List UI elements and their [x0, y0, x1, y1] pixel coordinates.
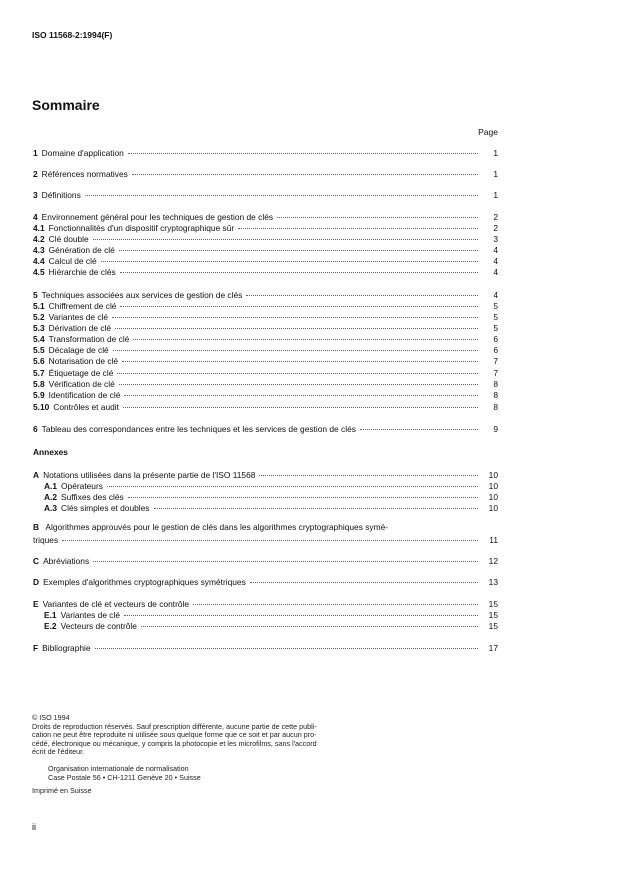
- leader-dots: [120, 272, 478, 273]
- toc-entry-4-3: [33, 245, 498, 255]
- annex-entry-e: [33, 599, 498, 609]
- toc-page: 6: [493, 334, 498, 344]
- toc-label: Domaine d'application: [41, 148, 124, 158]
- annex-entry-e1: [44, 610, 498, 620]
- toc-entry-5-1: [33, 301, 498, 311]
- annex-entry-b-line1: [33, 522, 493, 532]
- toc-page: 1: [493, 190, 498, 200]
- rights-line: cédé, électronique ou mécanique, y compris la photocopie et les microfilms, sans l'accord: [32, 738, 317, 748]
- toc-num: 5.8: [33, 379, 45, 389]
- toc-page: 5: [493, 301, 498, 311]
- toc-page: 1: [493, 148, 498, 158]
- leader-dots: [124, 395, 478, 396]
- leader-dots: [141, 626, 478, 627]
- toc-page: 9: [493, 424, 498, 434]
- toc-label: Identification de clé: [48, 390, 121, 400]
- leader-dots: [154, 508, 479, 509]
- toc-entry-5-5: [33, 345, 498, 355]
- leader-dots: [122, 361, 478, 362]
- leader-dots: [360, 429, 478, 430]
- leader-dots: [113, 350, 478, 351]
- leader-dots: [107, 486, 478, 487]
- toc-entry-4: [33, 212, 498, 222]
- annex-page: 10: [488, 492, 498, 502]
- org-name: Organisation internationale de normalisation: [48, 764, 189, 773]
- toc-label: Définitions: [41, 190, 81, 200]
- toc-page: 5: [493, 323, 498, 333]
- toc-num: 4.5: [33, 267, 45, 277]
- toc-num: 3: [33, 190, 38, 200]
- annex-label: Bibliographie: [42, 643, 91, 653]
- annex-entry-a3: [44, 503, 498, 513]
- toc-page: 4: [493, 267, 498, 277]
- toc-num: 1: [33, 148, 38, 158]
- annex-page: 15: [488, 599, 498, 609]
- rights-line: cation ne peut être reproduite ni utilisée sous quelque forme que ce soit et par aucun pro-: [32, 730, 317, 740]
- org-address: Case Postale 56 • CH-1211 Genève 20 • Suisse: [48, 772, 201, 782]
- toc-label: Contrôles et audit: [53, 402, 119, 412]
- annex-label-cont: triques: [33, 535, 59, 545]
- annex-num: D: [33, 577, 40, 587]
- printed-in: Imprimé en Suisse: [32, 786, 92, 795]
- leader-dots: [119, 384, 478, 385]
- toc-label: Génération de clé: [48, 245, 115, 255]
- toc-label: Calcul de clé: [48, 256, 97, 266]
- toc-entry-4-1: [33, 223, 498, 233]
- leader-dots: [250, 582, 478, 583]
- toc-num: 5.6: [33, 356, 45, 366]
- page-title: Sommaire: [32, 97, 100, 113]
- annex-page: 15: [488, 610, 498, 620]
- annex-num: E.2: [44, 621, 57, 631]
- annex-entry-b-line2: [33, 535, 498, 545]
- leader-dots: [246, 295, 478, 296]
- leader-dots: [132, 174, 478, 175]
- toc-entry-5-2: [33, 312, 498, 322]
- toc-page: 4: [493, 256, 498, 266]
- toc-page: 5: [493, 312, 498, 322]
- annex-num: A.2: [44, 492, 58, 502]
- toc-entry-4-5: [33, 267, 498, 277]
- annexes-heading: Annexes: [33, 447, 68, 457]
- page-column-header: Page: [478, 127, 498, 137]
- annex-label: Opérateurs: [61, 481, 103, 491]
- toc-num: 5.1: [33, 301, 45, 311]
- toc-num: 5.5: [33, 345, 45, 355]
- toc-page: 1: [493, 169, 498, 179]
- toc-page: 3: [493, 234, 498, 244]
- annex-num: A: [33, 470, 40, 480]
- annex-entry-d: [33, 577, 498, 587]
- rights-line: écrit de l'éditeur.: [32, 747, 85, 757]
- leader-dots: [120, 306, 478, 307]
- annex-page: 17: [488, 643, 498, 653]
- leader-dots: [193, 604, 478, 605]
- annex-label: Abréviations: [43, 556, 90, 566]
- toc-page: 6: [493, 345, 498, 355]
- toc-label: Clé double: [48, 234, 89, 244]
- toc-num: 5: [33, 290, 38, 300]
- leader-dots: [128, 497, 478, 498]
- toc-entry-5-8: [33, 379, 498, 389]
- leader-dots: [93, 239, 478, 240]
- toc-page: 2: [493, 223, 498, 233]
- toc-entry-2: [33, 169, 498, 179]
- toc-label: Dérivation de clé: [48, 323, 112, 333]
- annex-label: Suffixes des clés: [61, 492, 124, 502]
- annex-num: C: [33, 556, 40, 566]
- annex-num: A.1: [44, 481, 58, 491]
- leader-dots: [128, 153, 478, 154]
- annex-label: Exemples d'algorithmes cryptographiques symétriques: [43, 577, 246, 587]
- rights-line: Droits de reproduction réservés. Sauf prescription différente, aucune partie de cette publi-: [32, 721, 317, 731]
- toc-entry-5-4: [33, 334, 498, 344]
- toc-num: 2: [33, 169, 38, 179]
- leader-dots: [123, 407, 478, 408]
- toc-page: 4: [493, 245, 498, 255]
- leader-dots: [115, 328, 478, 329]
- toc-num: 4.4: [33, 256, 45, 266]
- annex-page: 10: [488, 481, 498, 491]
- copyright-notice: [32, 714, 317, 757]
- toc-num: 6: [33, 424, 38, 434]
- toc-page: 2: [493, 212, 498, 222]
- publisher-address: [48, 765, 201, 782]
- annex-entry-a: [33, 470, 498, 480]
- toc-label: Environnement général pour les techniques de gestion de clés: [41, 212, 274, 222]
- page-number: ii: [32, 822, 36, 832]
- toc-label: Hiérarchie de clés: [48, 267, 116, 277]
- leader-dots: [124, 615, 478, 616]
- toc-entry-1: [33, 148, 498, 158]
- leader-dots: [93, 561, 478, 562]
- annex-num: F: [33, 643, 39, 653]
- toc-label: Tableau des correspondances entre les techniques et les services de gestion de clés: [41, 424, 356, 434]
- annex-label: Algorithmes approuvés pour le gestion de clés dans les algorithmes cryptographiques symé-: [45, 522, 389, 532]
- leader-dots: [85, 195, 478, 196]
- toc-num: 4.3: [33, 245, 45, 255]
- toc-page: 7: [493, 368, 498, 378]
- leader-dots: [112, 317, 478, 318]
- annex-entry-a2: [44, 492, 498, 502]
- annex-page: 10: [488, 470, 498, 480]
- toc-num: 5.4: [33, 334, 45, 344]
- annex-page: 10: [488, 503, 498, 513]
- annex-label: Notations utilisées dans la présente partie de l'ISO 11568: [43, 470, 256, 480]
- annex-entry-e2: [44, 621, 498, 631]
- toc-num: 5.7: [33, 368, 45, 378]
- leader-dots: [277, 217, 478, 218]
- annex-label: Variantes de clé: [60, 610, 121, 620]
- annex-page: 15: [488, 621, 498, 631]
- toc-label: Références normatives: [41, 169, 128, 179]
- toc-page: 8: [493, 390, 498, 400]
- toc-entry-5-6: [33, 356, 498, 366]
- annex-label: Variantes de clé et vecteurs de contrôle: [42, 599, 190, 609]
- document-id: ISO 11568-2:1994(F): [32, 30, 113, 40]
- toc-num: 4: [33, 212, 38, 222]
- leader-dots: [119, 250, 478, 251]
- annex-label: Vecteurs de contrôle: [60, 621, 137, 631]
- toc-num: 5.3: [33, 323, 45, 333]
- annex-num: E: [33, 599, 39, 609]
- toc-entry-5-9: [33, 390, 498, 400]
- toc-num: 5.9: [33, 390, 45, 400]
- toc-entry-4-2: [33, 234, 498, 244]
- toc-num: 4.1: [33, 223, 45, 233]
- annex-entry-f: [33, 643, 498, 653]
- toc-label: Variantes de clé: [48, 312, 109, 322]
- toc-label: Décalage de clé: [48, 345, 109, 355]
- leader-dots: [117, 373, 478, 374]
- toc-label: Vérification de clé: [48, 379, 115, 389]
- annex-num: A.3: [44, 503, 58, 513]
- toc-num: 4.2: [33, 234, 45, 244]
- toc-page: 7: [493, 356, 498, 366]
- annex-num: B: [33, 522, 40, 532]
- annex-entry-a1: [44, 481, 498, 491]
- annex-entry-c: [33, 556, 498, 566]
- toc-num: 5.2: [33, 312, 45, 322]
- toc-label: Fonctionnalités d'un dispositif cryptographique sûr: [48, 223, 235, 233]
- toc-label: Étiquetage de clé: [48, 368, 114, 378]
- toc-label: Techniques associées aux services de gestion de clés: [41, 290, 243, 300]
- toc-entry-5-10: [33, 402, 498, 412]
- toc-num: 5.10: [33, 402, 50, 412]
- toc-page: 8: [493, 379, 498, 389]
- toc-page: 8: [493, 402, 498, 412]
- annex-page: 11: [489, 535, 498, 545]
- leader-dots: [62, 540, 478, 541]
- leader-dots: [259, 475, 478, 476]
- toc-entry-6: [33, 424, 498, 434]
- leader-dots: [95, 648, 478, 649]
- annex-num: E.1: [44, 610, 57, 620]
- annex-page: 12: [488, 556, 498, 566]
- toc-label: Chiffrement de clé: [48, 301, 117, 311]
- toc-page: 4: [493, 290, 498, 300]
- copyright-line: © ISO 1994: [32, 713, 70, 722]
- leader-dots: [133, 339, 478, 340]
- annex-page: 13: [488, 577, 498, 587]
- toc-label: Transformation de clé: [48, 334, 130, 344]
- toc-entry-5-3: [33, 323, 498, 333]
- leader-dots: [101, 261, 478, 262]
- toc-entry-4-4: [33, 256, 498, 266]
- leader-dots: [238, 228, 478, 229]
- toc-entry-5: [33, 290, 498, 300]
- toc-entry-3: [33, 190, 498, 200]
- toc-entry-5-7: [33, 368, 498, 378]
- annex-label: Clés simples et doubles: [61, 503, 150, 513]
- toc-label: Notarisation de clé: [48, 356, 119, 366]
